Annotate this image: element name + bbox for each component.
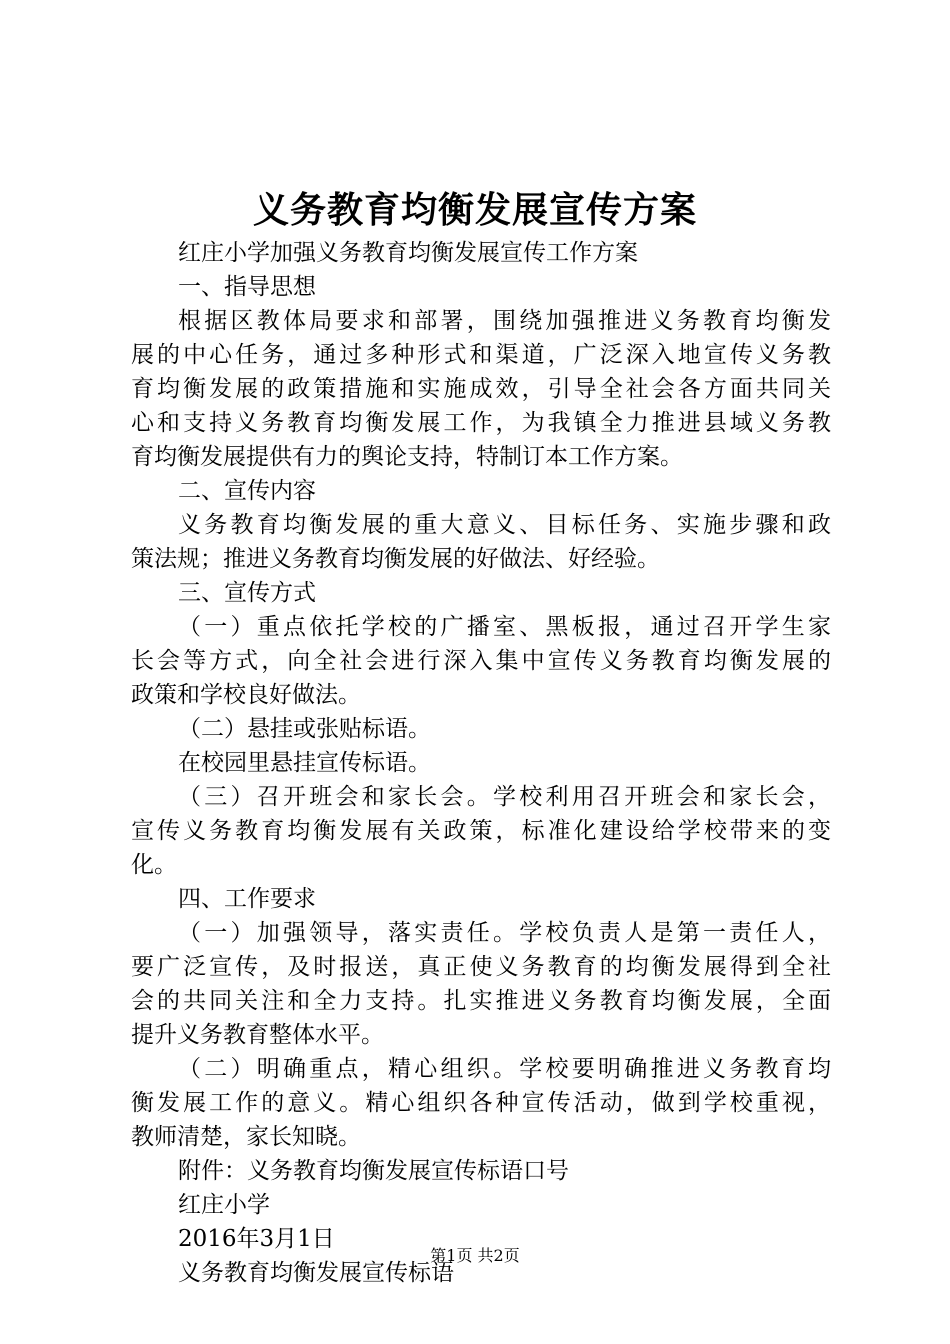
paragraph-line: （二）明确重点，精心组织。学校要明确推进义务教育均 — [178, 1056, 831, 1082]
section-heading: 四、工作要求 — [178, 886, 316, 912]
paragraph-line: 化。 — [131, 852, 177, 878]
paragraph-line: （三）召开班会和家长会。学校利用召开班会和家长会， — [178, 784, 831, 810]
attachment-line: 附件：义务教育均衡发展宣传标语口号 — [178, 1158, 569, 1184]
paragraph-line: （一）加强领导，落实责任。学校负责人是第一责任人， — [178, 920, 831, 946]
paragraph-line: 心和支持义务教育均衡发展工作，为我镇全力推进县域义务教 — [131, 410, 831, 436]
document-body — [131, 236, 831, 1290]
paragraph-line: 衡发展工作的意义。精心组织各种宣传活动，做到学校重视， — [131, 1090, 831, 1116]
section-heading: 一、指导思想 — [178, 274, 316, 300]
paragraph-line: 展的中心任务，通过多种形式和渠道，广泛深入地宣传义务教 — [131, 342, 831, 368]
paragraph-line: 义务教育均衡发展的重大意义、目标任务、实施步骤和政 — [178, 512, 831, 538]
paragraph-line: 在校园里悬挂宣传标语。 — [178, 750, 431, 776]
paragraph-line: 会的共同关注和全力支持。扎实推进义务教育均衡发展，全面 — [131, 988, 831, 1014]
page-footer: 第1页 共2页 — [430, 1246, 520, 1265]
section-heading: 三、宣传方式 — [178, 580, 316, 606]
section-heading: 二、宣传内容 — [178, 478, 316, 504]
document-title: 义务教育均衡发展宣传方案 — [252, 189, 697, 231]
paragraph-line: （二）悬挂或张贴标语。 — [178, 716, 431, 742]
paragraph-line: 政策和学校良好做法。 — [131, 682, 361, 708]
paragraph-line: 要广泛宣传，及时报送，真正使义务教育的均衡发展得到全社 — [131, 954, 831, 980]
signature-school: 红庄小学 — [178, 1192, 270, 1218]
paragraph-line: 根据区教体局要求和部署，围绕加强推进义务教育均衡发 — [178, 308, 831, 334]
signature-date: 2016年3月1日 — [178, 1226, 335, 1252]
paragraph-line: 长会等方式，向全社会进行深入集中宣传义务教育均衡发展的 — [131, 648, 831, 674]
paragraph-line: 育均衡发展的政策措施和实施成效，引导全社会各方面共同关 — [131, 376, 831, 402]
paragraph-line: 宣传义务教育均衡发展有关政策，标准化建设给学校带来的变 — [131, 818, 831, 844]
paragraph-line: 教师清楚，家长知晓。 — [131, 1124, 361, 1150]
slogan-heading: 义务教育均衡发展宣传标语 — [178, 1260, 454, 1286]
paragraph-line: 育均衡发展提供有力的舆论支持，特制订本工作方案。 — [131, 444, 683, 470]
paragraph-line: 策法规；推进义务教育均衡发展的好做法、好经验。 — [131, 546, 660, 572]
paragraph-line: （一）重点依托学校的广播室、黑板报，通过召开学生家 — [178, 614, 831, 640]
paragraph-line: 提升义务教育整体水平。 — [131, 1022, 384, 1048]
subtitle-line: 红庄小学加强义务教育均衡发展宣传工作方案 — [178, 240, 638, 266]
